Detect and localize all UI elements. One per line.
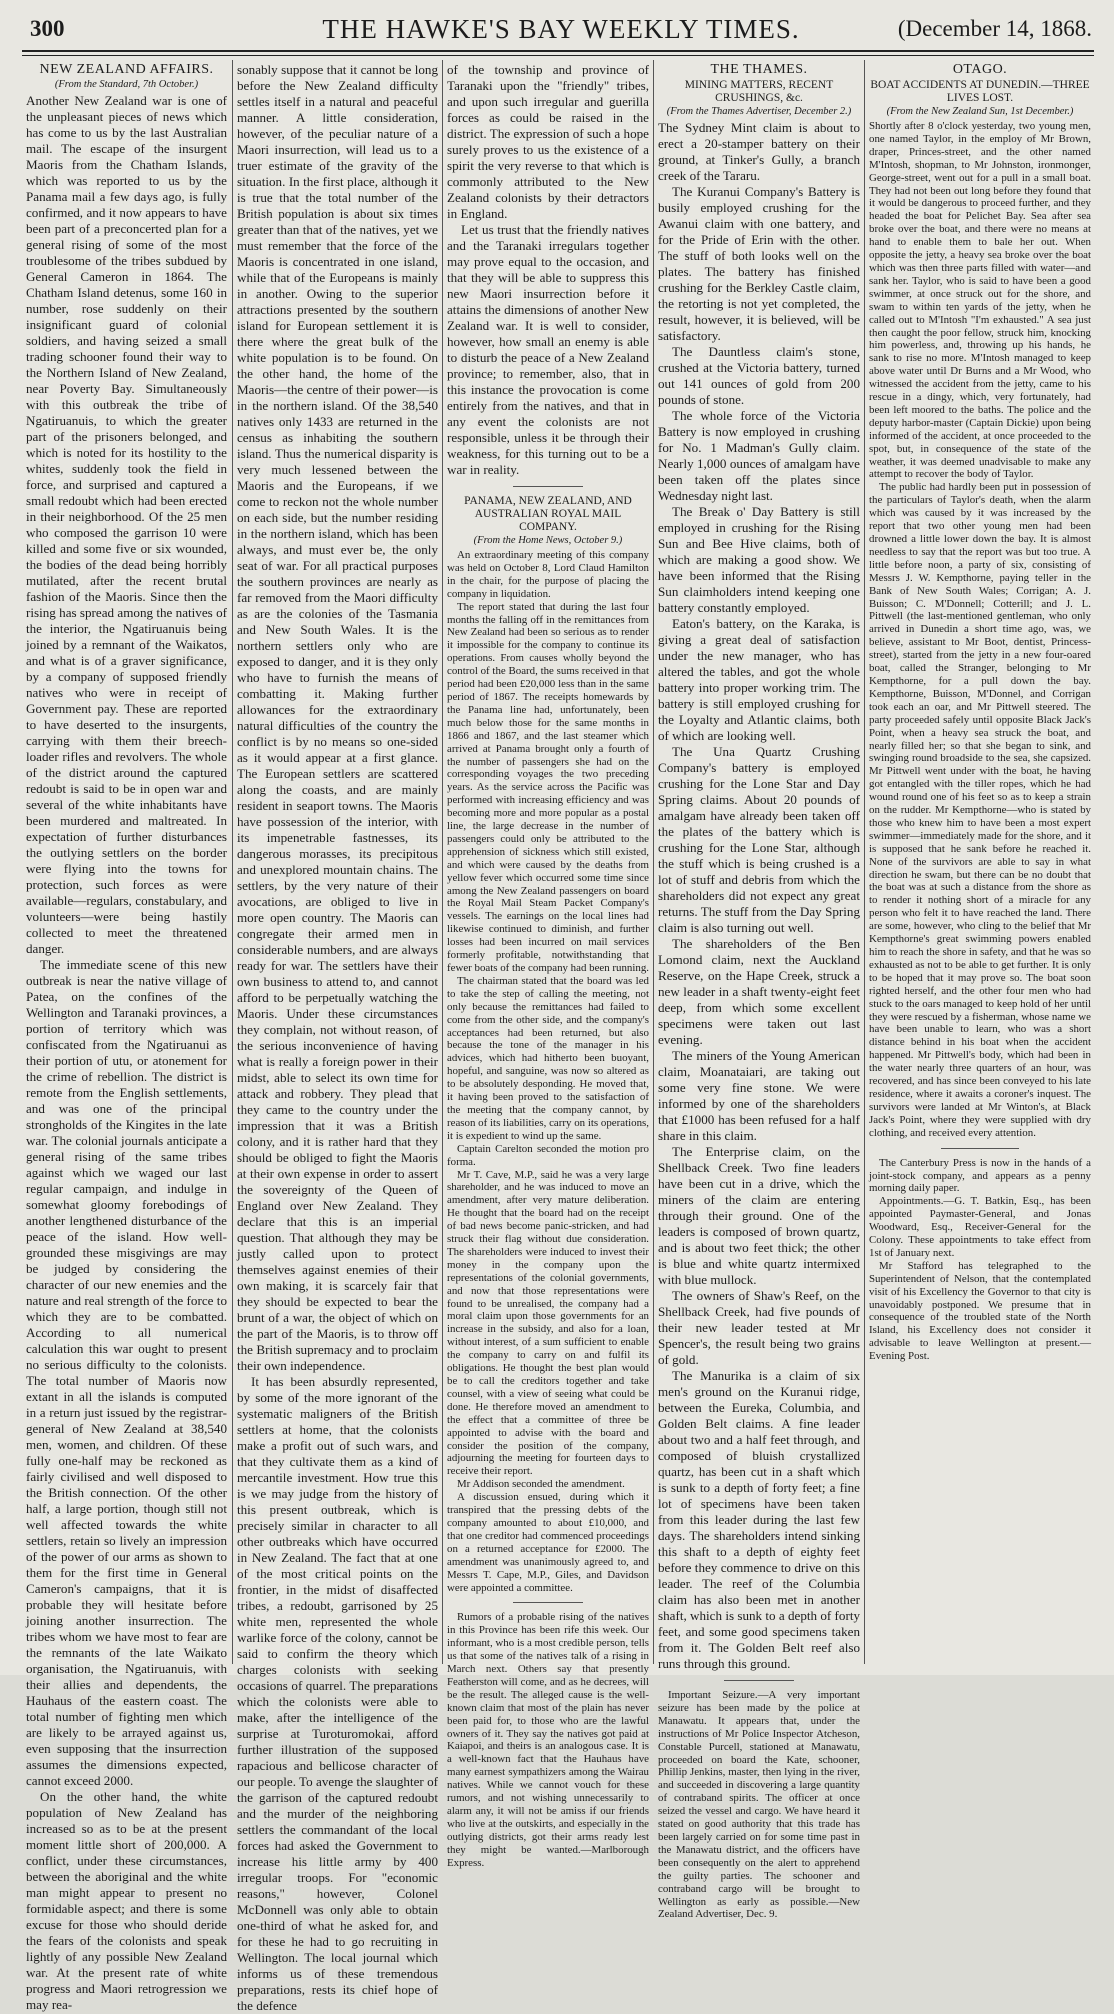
- column-rule: [864, 60, 865, 1664]
- article-paragraph: sonably suppose that it cannot be long before the New Zealand difficulty settles itself in a natural and peaceful manner. A little consideration, however, of the peculiar nature of a Maori insurrection, will lead us to a truer estimate of the gravity of the situation. In the first place, although it is true that the total number of the British population is about six times greater than that of the natives, yet we must remember that the force of the Maoris is concentrated in one island, while that of the Europeans is mainly in another. Owing to the superior attractions presented by the southern island for European settlement it is there where the great bulk of the white population is to be found. On the other hand, the home of the Maoris—the centre of their power—is in the northern island. Of the 38,540 natives only 1433 are returned in the census as inhabiting the southern island. Thus the numerical disparity is very much lessened between the Maoris and the Europeans, if we come to reckon not the whole number on each side, but the number residing in the northern island, which has been always, and must ever be, the only seat of war. For all practical purposes the southern provinces are nearly as far removed from the Maori difficulty as are the colonies of the Tasmania and New South Wales. It is the northern settlers only who are exposed to danger, and it is they only who have to furnish the means of combatting it. Making further allowances for the extraordinary natural difficulties of the country the conflict is by no means so one-sided as it would appear at a first glance. The European settlers are scattered along the coasts, and are mainly resident in seaport towns. The Maoris have possession of the interior, with its impenetrable fastnesses, its dangerous morasses, its precipitous and unexplored mountain chains. The settlers, by the very nature of their avocations, are obliged to live in more open country. The Maoris can congregate their armed men in considerable numbers, and are always ready for war. The settlers have their own business to attend to, and cannot afford to be perpetually watching the Maoris. Under these circumstances they complain, not without reason, of the serious inconvenience of having what is really a foreign power in their midst, able to select its own time for attack and robbery. They plead that they came to the country under the impression that it was a British colony, and it is rather hard that they should be obliged to fight the Maoris at their own expense in order to assert the sovereignty of the Queen of England over New Zealand. They declare that this is an imperial question. That although they may be justly called upon to protect themselves against enemies of their own making, it is scarcely fair that they should be expected to bear the brunt of a war, the object of which on the part of the Maoris, is to throw off the British supremacy and to proclaim their own independence.: [237, 62, 438, 1373]
- article-source: (From the Thames Advertiser, December 2.): [666, 106, 852, 117]
- column-rule: [653, 60, 654, 1664]
- article-paragraph: Let us trust that the friendly natives and the Taranaki irregulars together may prove equal to the occasion, and that they will be able to suppress this new Maori insurrection before it attains the dimensions of another New Zealand war. It is well to consider, however, how small an enemy is able to disturb the peace of a New Zealand province; to remember, also, that in this instance the provocation is come entirely from the natives, and that in any event the colonists are not responsible, unless it be through their weakness, for this turning out to be a war in reality.: [447, 222, 649, 477]
- article-paragraph: of the township and province of Taranaki upon the "friendly" tribes, and upon such irregular and guerilla forces as could be raised in the district. The expression of such a hope surely proves to us the existence of a spirit the very reverse to that which is commonly attributed to the New Zealand colonists by their detractors in England.: [447, 62, 649, 221]
- article-source: (From the New Zealand Sun, 1st December.): [886, 106, 1074, 117]
- article-paragraph: The chairman stated that the board was led to take the step of calling the meeting, not only because the remittances had failed to come from the other side, and the company's acceptances had been returned, but also because the tone of the manager in his advices, which had hitherto been buoyant, hopeful, and sanguine, was now so altered as to be absolutely desponding. He moved that, it having been proved to the satisfaction of the meeting that the company cannot, by reason of its liabilities, carry on its operations, it is expedient to wind up the same.: [447, 974, 649, 1142]
- article-paragraph: The Kuranui Company's Battery is busily employed crushing for the Awanui claim with one battery, and for the Pride of Erin with the other. The stuff of both looks well on the plates. The battery has finished crushing for the Berkley Castle claim, the retorting is not yet completed, the result, however, it is believed, will be satisfactory.: [658, 184, 860, 343]
- article-paragraph: Rumors of a probable rising of the natives in this Province has been rife this week. Our informant, who is a most credible person, tells us that some of the natives talk of a rising in March next. Others say that presently Featherston will come, and as he decrees, will be the result. The alleged cause is the well-known claim that most of the plain has never been paid for, to those who are the lawful owners of it. They say the natives got paid at Kaiapoi, and theirs is an analogous case. It is a well-known fact that the Hauhaus have many earnest sympathizers among the Wairau natives. While we cannot vouch for these rumors, and not wishing unnecessarily to alarm any, it will not be amiss if our friends who live at the outskirts, and especially in the outlying districts, got their arms ready lest they might be wanted.—Marlborough Express.: [447, 1611, 649, 1869]
- article-paragraph: Eaton's battery, on the Karaka, is giving a great deal of satisfaction under the new manager, who has altered the tables, and got the whole battery into proper working trim. The battery is still employed crushing for the Loyalty and Atlantic claims, both of which are looking well.: [658, 616, 860, 743]
- article-paragraph: Mr Addison seconded the amendment.: [457, 1478, 625, 1491]
- column-3: [447, 62, 650, 1869]
- article-paragraph: The immediate scene of this new outbreak is near the native village of Patea, on the confines of the Wellington and Taranaki provinces, a portion of territory which was confiscated from the Ngatiruanui as their portion of utu, or atonement for the crime of rebellion. The district is remote from the English settlements, and was one of the principal strongholds of the Kingites in the late war. The colonial journals anticipate a general rising of the same tribes against which we waged our last regular campaign, and indulge in somewhat gloomy forebodings of another lengthened disturbance of the peace of the island. How well-grounded these misgivings are may be judged by considering the character of our new enemies and the nature and real strength of the force to which they are to be combatted. According to all numerical calculation this war ought to present no serious difficulty to the colonists. The total number of Maoris now extant in all the islands is computed in a return just issued by the registrar-general of New Zealand at 38,540 men, women, and children. Of these fully one-half may be reckoned as fairly civilised and well disposed to the British connection. Of the other half, a large portion, though still not well affected towards the white settlers, retain so lively an impression of the power of our arms as shown to them for the first time in General Cameron's campaigns, that it is probable they will hesitate before joining another insurrection. The tribes whom we have most to fear are the remnants of the late Waikato organisation, the Ngatiruanuis, with their allies and dependents, the Hauhaus of the eastern coast. The total number of fighting men which are likely to be arrayed against us, even supposing that the insurrection assumes the dimensions expected, cannot exceed 2000.: [26, 957, 227, 1788]
- article-paragraph: The report stated that during the last four months the falling off in the remittances from New Zealand had been so serious as to render it impossible for the company to continue its operations. From causes wholly beyond the control of the Board, the sums received in that period had been £20,000 less than in the same period of 1867. The receipts homewards by the Panama line had, unfortunately, been much below those for the same months in 1866 and 1867, and the last steamer which arrived at Panama brought only a fourth of the number of passengers she had on the corresponding voyages the two preceding years. As the service across the Pacific was performed with increasing efficiency and was becoming more and more popular as a postal line, the large decrease in the number of passengers could only be attributed to the apprehension of sickness which still existed, and which were caused by the deaths from yellow fever which occurred some time since among the New Zealand passengers on board the Royal Mail Steam Packet Company's vessels. The earnings on the local lines had likewise continued to diminish, and further losses had been incurred on mail services formerly profitable, notwithstanding that fewer boats of the company had been running.: [447, 600, 650, 974]
- article-paragraph: The Canterbury Press is now in the hands of a joint-stock company, and appears as a penny morning daily paper.: [869, 1156, 1091, 1195]
- article-paragraph: The public had hardly been put in possession of the particulars of Taylor's death, when the alarm which was caused by it was increased by the report that two other young men had been drowned a little lower down the bay. It is almost needless to say that the report was but too true. A little before noon, a party of six, consisting of Messrs J. W. Kempthorne, paying teller in the Bank of New South Wales; Corrigan; A. J. Buisson; C. M'Donnell; Cotterill; and J. L. Pittwell (the last-mentioned gentleman, who only arrived in Dunedin a short time ago, was, we believe, assistant to Mr Boot, dentist, Princess-street), started from the jetty in a new four-oared boat, called the Stranger, belonging to Mr Kempthorne, for a pull down the bay. Kempthorne, Buisson, M'Donnel, and Corrigan took each an oar, and Mr Pittwell steered. The party proceeded safely until opposite Black Jack's Point, when a heavy sea struck the boat, and nearly filled her; so that she began to sink, and swinging round broadside to the sea, she capsized. Mr Pittwell went under with the boat, he having got entangled with the tiller ropes, which he had wound round one of his feet so as to keep a strain on the rudder. Mr Kempthorne—who is stated by those who knew him to have been a most expert swimmer—immediately made for the shore, and it is supposed that he sank before he reached it. None of the survivors are able to say in what direction he swam, but there can be no doubt that the boat was at such a distance from the shore as to render it nothing short of a miracle for any person who felt it to have reached the land. There are some, however, who cling to the belief that Mr Kempthorne's great swimming powers enabled him to reach the shore in safety, and that he was so exhausted as not to be able to get further. It is only to be hoped that it may prove so. The boat soon righted herself, and the other four men who had stuck to the oars managed to keep hold of her until they were rescued by a fisherman, whose name we have been unable to learn, who was a short distance behind in his boat when the accident happened. Mr Pittwell's body, which had been in the water nearly three quarters of an hour, was recovered, and has since been conveyed to his late residence, where it awaits a coroner's inquest. The survivors were landed at Mr Winton's, at Black Jack's Point, where they were supplied with dry clothing, and received every attention.: [869, 481, 1091, 1139]
- article-paragraph: The whole force of the Victoria Battery is now employed in crushing for No. 1 Madman's Gully claim. Nearly 1,000 ounces of amalgam have been taken off the plates since Wednesday night last.: [658, 408, 860, 503]
- article-paragraph: A discussion ensued, during which it transpired that the pressing debts of the company amounted to about £10,000, and that one creditor had commenced proceedings on a returned acceptance for £2000. The amendment was unanimously agreed to, and Messrs T. Cape, M.P., Giles, and Davidson were appointed a committee.: [447, 1491, 649, 1594]
- article-paragraph: Appointments.—G. T. Batkin, Esq., has been appointed Paymaster-General, and Jonas Woodward, Esq., Receiver-General for the Colony. These appointments to take effect from 1st of January next.: [869, 1195, 1091, 1259]
- article-paragraph: Important Seizure.—A very important seizure has been made by the police at Manawatu. It appears that, under the instructions of Mr Police Inspector Atcheson, Constable Purcell, stationed at Manawatu, proceeded on board the Kate, schooner, Phillip Jenkins, master, then lying in the river, and succeeded in discovering a large quantity of contraband spirits. The officer at once seized the vessel and cargo. We have heard it stated on good authority that this trade has been largely carried on for some time past in the Manawatu district, and the officers have been consequently on the alert to apprehend the guilty parties. The schooner and contraband cargo will be brought to Wellington as early as possible.—New Zealand Advertiser, Dec. 9.: [658, 1689, 860, 1921]
- column-1: [26, 62, 227, 2012]
- article-paragraph: It has been absurdly represented, by some of the more ignorant of the systematic maligners of the British settlers at home, that the colonists make a profit out of such wars, and that they cultivate them as a kind of mercantile investment. How true this is we may judge from the history of this present outbreak, which is precisely similar in character to all other outbreaks which have occurred in New Zealand. The fact that at one of the most critical points on the frontier, in the midst of disaffected tribes, a redoubt, garrisoned by 25 white men, represented the whole warlike force of the colony, cannot be said to confirm the theory which charges colonists with seeking occasions of quarrel. The preparations which the colonists were able to make, after the intelligence of the surprise at Turoturomokai, afford further illustration of the supposed rapacious and bellicose character of our people. To avenge the slaughter of the garrison of the captured redoubt and the murder of the neighboring settlers the commandant of the local forces had asked the Government to increase his little army by 400 irregular troops. For "economic reasons," however, Colonel McDonnell was only able to obtain one-third of what he asked for, and for these he had to go recruiting in Wellington. The local journal which informs us of these tremendous preparations, rests its chief hope of the defence: [237, 1374, 438, 2013]
- section-divider: [941, 1148, 1019, 1149]
- article-heading: THE THAMES.: [710, 62, 808, 77]
- article-paragraph: The owners of Shaw's Reef, on the Shellback Creek, had five pounds of their new leader tested at Mr Spencer's, the result being two grains of gold.: [658, 1288, 860, 1367]
- article-source: (From the Standard, 7th October.): [54, 79, 199, 90]
- masthead: [30, 14, 1092, 44]
- issue-date: (December 14, 1868.: [897, 16, 1092, 41]
- page-number: 300: [30, 16, 65, 41]
- section-divider: [724, 1680, 795, 1681]
- article-heading: OTAGO.: [952, 62, 1008, 77]
- article-paragraph: The Una Quartz Crushing Company's battery is employed crushing for the Lone Star and Day Spring claims. About 20 pounds of amalgam have already been taken off the plates of the battery which is crushing for the Lone Star, although the stuff which is being crushed is a lot of stuff and debris from which the shareholders did not expect any great returns. The stuff from the Day Spring claim is also turning out well.: [658, 744, 860, 935]
- article-paragraph: Captain Carelton seconded the motion pro forma.: [447, 1142, 649, 1168]
- article-paragraph: The Enterprise claim, on the Shellback Creek. Two fine leaders have been cut in a drive, which the miners of the claim are entering through their ground. One of the leaders is composed of brown quartz, and is about two feet thick; the other is blue and white quartz intermixed with blue mullock.: [658, 1144, 860, 1287]
- article-paragraph: Mr T. Cave, M.P., said he was a very large shareholder, and he was induced to move an amendment, after very mature deliberation. He thought that the board had on the receipt of bad news become panic-stricken, and had struck their flag without due consideration. The shareholders were induced to invest their money in the company upon the representations of the colonial governments, and now that those representations were found to be unrealised, the company had a moral claim upon those governments for an increase in the subsidy, and also for a loan, without interest, of a sum sufficient to enable the company to carry on and fulfil its obligations. He thought the best plan would be to call the creditors together and take counsel, with a view of seeing what could be done. He therefore moved an amendment to the effect that a committee of three be appointed to advise with the board and consider the position of the company, adjourning the meeting for fourteen days to receive their report.: [447, 1168, 649, 1478]
- column-rule: [232, 60, 233, 1664]
- article-paragraph: Shortly after 8 o'clock yesterday, two young men, one named Taylor, in the employ of Mr Brown, draper, Princes-street, and the other named M'Intosh, shopman, to Mr Johnston, ironmonger, George-street, went out for a pull in a small boat. They had not been out long before they found that it would be dangerous to proceed further, and they headed the boat for Pelichet Bay. Sea after sea broke over the boat, and there were no means at hand to enable them to bale her out. When opposite the jetty, a heavy sea broke over the boat which was then three parts filled with water—and sank her. Taylor, who is said to have been a good swimmer, at once struck out for the shore, and swam to within ten yards of the jetty, when he called out to M'Intosh "I'm exhausted." A sea just then caught the poor fellow, struck him, knocking him powerless, and, throwing up his hands, he sank to rise no more. M'Intosh managed to keep above water until Dr Burns and a Mr Wood, who witnessed the accident from the jetty, came to his rescue in a dingy, which, very fortunately, had been left moored to the baths. The police and the deputy harbor-master (Captain Dickie) upon being informed of the accident, at once proceeded to the spot, but, in consequence of the state of the weather, it was deemed unadvisable to make any attempt to recover the body of Taylor.: [869, 120, 1091, 481]
- newspaper-title: THE HAWKE'S BAY WEEKLY TIMES.: [322, 14, 800, 44]
- article-paragraph: On the other hand, the white population of New Zealand has increased so as to be at the present moment little short of 200,000. A conflict, under these circumstances, between the aboriginal and the white man might appear to present no formidable aspect; and there is some excuse for those who should deride the fears of the colonists and speak lightly of any possible New Zealand war. At the present rate of white progress and Maori retrogression we may rea-: [26, 1789, 227, 2012]
- article-paragraph: The miners of the Young American claim, Moanataiari, are taking out some very fine stone. We were informed by one of the shareholders that £1000 has been refused for a half share in this claim.: [658, 1048, 860, 1143]
- article-subheading: MINING MATTERS, RECENT CRUSHINGS, &c.: [684, 79, 834, 104]
- masthead-rule-bottom: [22, 55, 1094, 56]
- article-paragraph: The Break o' Day Battery is still employed in crushing for the Rising Sun and Bee Hive claims, both of which are making a good show. We have been informed that the Rising Sun claimholders intend keeping one battery constantly employed.: [658, 504, 860, 615]
- article-paragraph: The Sydney Mint claim is about to erect a 20-stamper battery on their ground, at Tinker's Gully, a branch creek of the Tararu.: [658, 120, 860, 183]
- article-paragraph: An extraordinary meeting of this company was held on October 8, Lord Claud Hamilton in the chair, for the purpose of placing the company in liquidation.: [447, 549, 649, 600]
- article-heading: NEW ZEALAND AFFAIRS.: [39, 62, 214, 77]
- article-paragraph: Mr Stafford has telegraphed to the Superintendent of Nelson, that the contemplated visit of his Excellency the Governor to that city is unavoidably postponed. We presume that in consequence of the troubled state of the North Island, his Excellency does not consider it advisable to leave Wellington at present.—Evening Post.: [869, 1259, 1091, 1363]
- column-rule: [442, 60, 443, 1664]
- article-subheading: BOAT ACCIDENTS AT DUNEDIN.—THREE LIVES LOST.: [870, 79, 1090, 104]
- article-paragraph: The Dauntless claim's stone, crushed at the Victoria battery, turned out 141 ounces of gold from 200 pounds of stone.: [658, 344, 860, 407]
- article-paragraph: Another New Zealand war is one of the unpleasant pieces of news which has come to us by the last Australian mail. The escape of the insurgent Maoris from the Chatham Islands, which was reported to us by the Panama mail a few days ago, is fully confirmed, and it now appears to have been part of a preconcerted plan for a general rising of some of the most troublesome of the tribes subdued by General Cameron in 1864. The Chatham Island detenus, some 160 in number, rose suddenly on their insignificant guard of colonial soldiers, and having seized a small trading schooner found their way to the Northern Island of New Zealand, near Poverty Bay. Simultaneously with this outbreak the tribe of Ngatiruanuis, to which the greater part of the prisoners belonged, and which is noted for its hostility to the whites, suddenly took the field in force, and surprised and captured a small redoubt which had been erected in their neighborhood. Of the 25 men who composed the garrison 10 were killed and some five or six wounded, the bodies of the dead being horribly mutilated, after the recent brutal fashion of the Maoris. Since then the rising has spread among the natives of the interior, the Ngatiruanuis being joined by a remnant of the Waikatos, and what is of a graver significance, by a company of supposed friendly natives who were in receipt of Government pay. These are reported to have deserted to the insurgents, carrying with them their breech-loader rifles and revolvers. The whole of the district around the captured redoubt is said to be in open war and several of the white inhabitants have been murdered and maltreated. In expectation of further disturbances the outlying settlers on the border were flying into the towns for protection, such forces as were available—regulars, constabulary, and volunteers—were being hastily collected to meet the threatened danger.: [26, 93, 227, 956]
- article-source: (From the Home News, October 9.): [473, 535, 623, 546]
- section-divider: [513, 486, 584, 487]
- section-divider: [513, 1602, 584, 1603]
- column-4: [658, 62, 860, 1921]
- masthead-rule-top: [22, 50, 1094, 52]
- column-2: [237, 62, 438, 2013]
- article-heading: PANAMA, NEW ZEALAND, AND AUSTRALIAN ROYAL MAIL COMPANY.: [464, 495, 632, 533]
- article-paragraph: The Manurika is a claim of six men's ground on the Kuranui ridge, between the Eureka, Columbia, and Golden Belt claims. A fine leader about two and a half feet through, and composed of bluish crystallized quartz, has been cut in a shaft which is sunk to a depth of forty feet; a fine lot of specimens have been taken from this leader during the last few days. The shareholders intend sinking this shaft to a depth of eighty feet before they commence to drive on this leader. The reef of the Columbia claim has also been met in another shaft, which is sunk to a depth of forty feet, and some good specimens taken from it. The Golden Belt reef also runs through this ground.: [658, 1368, 860, 1671]
- column-5: [869, 62, 1091, 1660]
- article-paragraph: The shareholders of the Ben Lomond claim, next the Auckland Reserve, on the Hape Creek, struck a new leader in a shaft twenty-eight feet deep, from which some excellent specimens were taken out last evening.: [658, 936, 860, 1047]
